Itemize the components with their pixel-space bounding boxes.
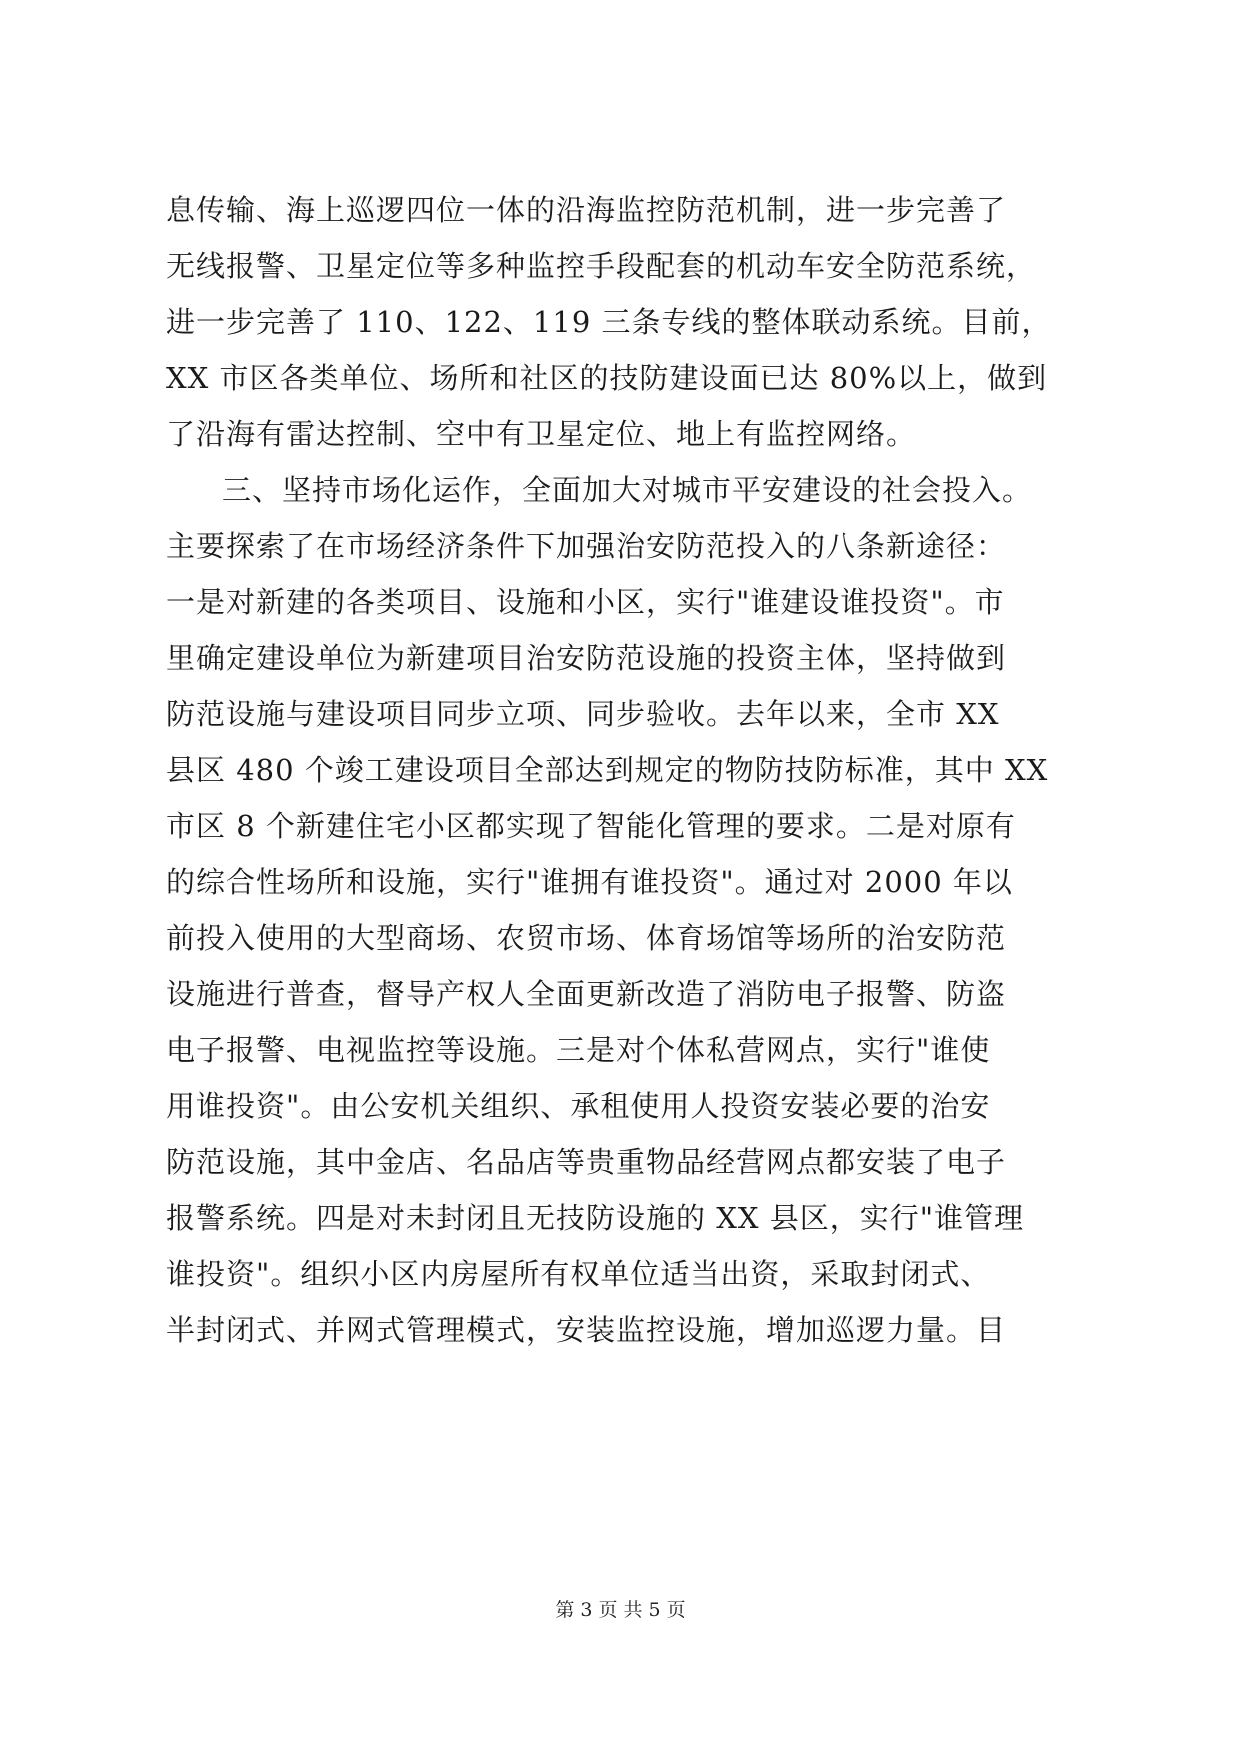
text-line: 主要探索了在市场经济条件下加强治安防范投入的八条新途径： [166, 529, 1007, 563]
text-line: 用谁投资"。由公安机关组织、承租使用人投资安装必要的治安 [166, 1089, 991, 1123]
text-line: 市区 8 个新建住宅小区都实现了智能化管理的要求。二是对原有 [166, 809, 1016, 843]
text-line: 电子报警、电视监控等设施。三是对个体私营网点，实行"谁使 [166, 1033, 991, 1067]
text-line: XX 市区各类单位、场所和社区的技防建设面已达 80%以上，做到 [166, 361, 1048, 395]
text-line: 防范设施，其中金店、名品店等贵重物品经营网点都安装了电子 [166, 1145, 1007, 1179]
text-line: 谁投资"。组织小区内房屋所有权单位适当出资，采取封闭式、 [166, 1257, 991, 1291]
text-line: 县区 480 个竣工建设项目全部达到规定的物防技防标准，其中 XX [166, 753, 1049, 787]
page-number-footer: 第 3 页 共 5 页 [555, 1599, 686, 1621]
text-line: 前投入使用的大型商场、农贸市场、体育场馆等场所的治安防范 [166, 921, 1007, 955]
text-line: 报警系统。四是对未封闭且无技防设施的 XX 县区，实行"谁管理 [166, 1201, 1025, 1235]
text-line: 防范设施与建设项目同步立项、同步验收。去年以来，全市 XX [166, 697, 1000, 731]
text-line: 里确定建设单位为新建项目治安防范设施的投资主体，坚持做到 [166, 641, 1007, 675]
text-line: 息传输、海上巡逻四位一体的沿海监控防范机制，进一步完善了 [166, 193, 1007, 227]
section-heading-line: 三、坚持市场化运作，全面加大对城市平安建设的社会投入。 [222, 473, 1033, 507]
text-line: 设施进行普查，督导产权人全面更新改造了消防电子报警、防盗 [166, 977, 1007, 1011]
text-line: 进一步完善了 110、122、119 三条专线的整体联动系统。目前， [166, 305, 1052, 339]
text-line: 的综合性场所和设施，实行"谁拥有谁投资"。通过对 2000 年以 [166, 865, 1013, 899]
text-line: 了沿海有雷达控制、空中有卫星定位、地上有监控网络。 [166, 417, 917, 451]
text-line: 一是对新建的各类项目、设施和小区，实行"谁建设谁投资"。市 [166, 585, 1005, 619]
text-line: 半封闭式、并网式管理模式，安装监控设施，增加巡逻力量。目 [166, 1313, 1007, 1347]
text-line: 无线报警、卫星定位等多种监控手段配套的机动车安全防范系统， [166, 249, 1037, 283]
